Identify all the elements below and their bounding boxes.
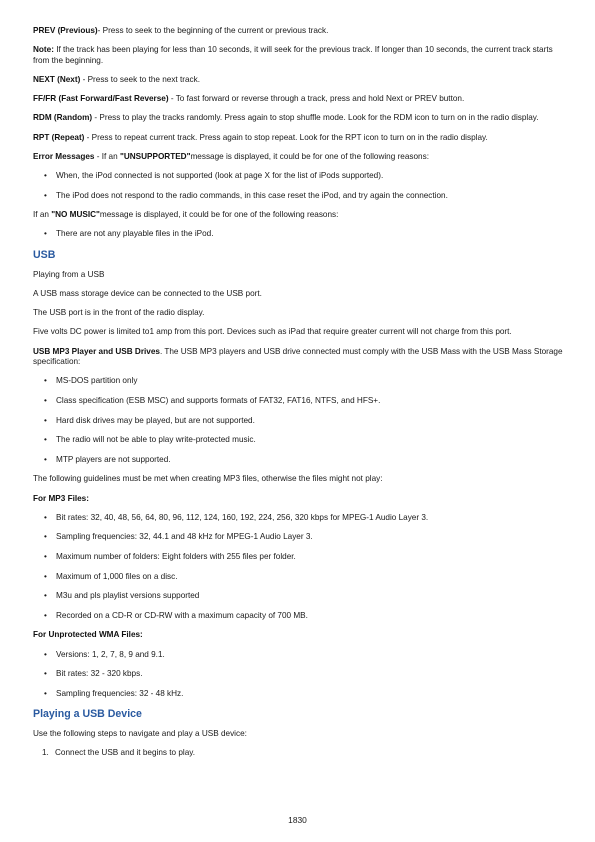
note-paragraph xyxy=(33,45,563,66)
list-item: • Bit rates: 32, 40, 48, 56, 64, 80, 96, 112, 124, 160, 192, 224, 256, 320 kbps for MPEG-1 Audio Layer 3. xyxy=(33,513,563,524)
mp3-files-label: For MP3 Files: xyxy=(33,493,89,503)
list-item: • Versions: 1, 2, 7, 8, 9 and 9.1. xyxy=(33,650,563,661)
wma-files-heading xyxy=(33,630,563,641)
list-item: • Recorded on a CD-R or CD-RW with a maximum capacity of 700 MB. xyxy=(33,611,563,622)
playing-steps-list xyxy=(33,748,563,759)
unsupported-message: "UNSUPPORTED" xyxy=(119,151,191,161)
usb-mp3-paragraph xyxy=(33,347,563,368)
page-number: 1830 xyxy=(288,815,307,825)
usb-mp3-label: USB MP3 Player and USB Drives xyxy=(33,346,160,356)
list-item: • The iPod does not respond to the radio commands, in this case reset the iPod, and try again the connection. xyxy=(33,191,563,202)
wma-files-label: For Unprotected WMA Files: xyxy=(33,630,143,640)
fffr-label: FF/FR (Fast Forward/Fast Reverse) xyxy=(33,94,169,104)
error-messages-label: Error Messages xyxy=(33,151,95,161)
no-music-paragraph xyxy=(33,210,563,221)
rdm-paragraph xyxy=(33,113,563,124)
mp3-files-list xyxy=(33,513,563,622)
guidelines-paragraph: The following guidelines must be met when creating MP3 files, otherwise the files might not play: xyxy=(33,474,383,484)
error-messages-pre: - If an xyxy=(94,151,120,161)
list-item: • Maximum of 1,000 files on a disc. xyxy=(33,572,563,583)
usb-paragraph-2: A USB mass storage device can be connected to the USB port. xyxy=(33,289,262,299)
playing-usb-heading: Playing a USB Device xyxy=(33,708,142,721)
no-music-reasons-list xyxy=(33,229,563,240)
prev-text: - Press to seek to the beginning of the current or previous track. xyxy=(97,26,329,35)
list-item: • MTP players are not supported. xyxy=(33,455,563,466)
document-page xyxy=(33,26,563,759)
no-music-message: "NO MUSIC" xyxy=(51,210,100,220)
list-item: • MS-DOS partition only xyxy=(33,376,563,387)
usb-spec-list xyxy=(33,376,563,465)
usb-paragraph-3: The USB port is in the front of the radio display. xyxy=(33,308,205,318)
prev-label: PREV (Previous) xyxy=(33,26,98,35)
error-reasons-list xyxy=(33,171,563,201)
fffr-text: - To fast forward or reverse through a track, press and hold Next or PREV button. xyxy=(168,94,465,104)
usb-heading: USB xyxy=(33,248,56,261)
no-music-post: message is displayed, it could be for one of the following reasons: xyxy=(99,210,339,220)
list-item: • Sampling frequencies: 32, 44.1 and 48 kHz for MPEG-1 Audio Layer 3. xyxy=(33,532,563,543)
rpt-text: - Press to repeat current track. Press again to stop repeat. Look for the RPT icon to turn on in the radio display. xyxy=(84,132,488,142)
no-music-pre: If an xyxy=(33,210,52,220)
usb-mp3-text: . The USB MP3 players and USB drive connected must comply with the USB Mass with the USB Mass Storage specification: xyxy=(33,346,563,367)
step-item xyxy=(33,748,563,759)
rpt-label: RPT (Repeat) xyxy=(33,132,85,142)
error-messages-paragraph xyxy=(33,152,563,163)
note-text: If the track has been playing for less than 10 seconds, it will seek for the previous track. If longer than 10 seconds, the current track starts from the beginning. xyxy=(33,45,553,65)
fffr-paragraph xyxy=(33,94,563,105)
usb-paragraph-4: Five volts DC power is limited to1 amp from this port. Devices such as iPad that require greater current will not charge from this port. xyxy=(33,327,512,337)
mp3-files-heading xyxy=(33,494,563,505)
usb-paragraph-1: Playing from a USB xyxy=(33,269,105,279)
rdm-label: RDM (Random) xyxy=(33,113,93,123)
step-text: Connect the USB and it begins to play. xyxy=(55,748,196,758)
list-item: • Hard disk drives may be played, but are not supported. xyxy=(33,416,563,427)
list-item: • Bit rates: 32 - 320 kbps. xyxy=(33,669,563,680)
error-messages-post: message is displayed, it could be for one of the following reasons: xyxy=(190,151,429,161)
step-number: 1. xyxy=(42,748,49,758)
note-label: Note: xyxy=(33,45,54,55)
next-text: - Press to seek to the next track. xyxy=(80,74,200,84)
prev-paragraph xyxy=(33,26,563,37)
next-paragraph xyxy=(33,75,563,86)
list-item: • There are not any playable files in the iPod. xyxy=(33,229,563,240)
list-item: • Sampling frequencies: 32 - 48 kHz. xyxy=(33,689,563,700)
rdm-text: - Press to play the tracks randomly. Press again to stop shuffle mode. Look for the RDM icon to turn on in the radio display. xyxy=(92,113,539,123)
wma-files-list xyxy=(33,650,563,700)
list-item: • The radio will not be able to play write-protected music. xyxy=(33,435,563,446)
next-label: NEXT (Next) xyxy=(33,74,81,84)
list-item: • When, the iPod connected is not supported (look at page X for the list of iPods supported). xyxy=(33,171,563,182)
list-item: • M3u and pls playlist versions supported xyxy=(33,591,563,602)
rpt-paragraph xyxy=(33,133,563,144)
list-item: • Maximum number of folders: Eight folders with 255 files per folder. xyxy=(33,552,563,563)
list-item: • Class specification (ESB MSC) and supports formats of FAT32, FAT16, NTFS, and HFS+. xyxy=(33,396,563,407)
playing-intro: Use the following steps to navigate and play a USB device: xyxy=(33,729,247,739)
